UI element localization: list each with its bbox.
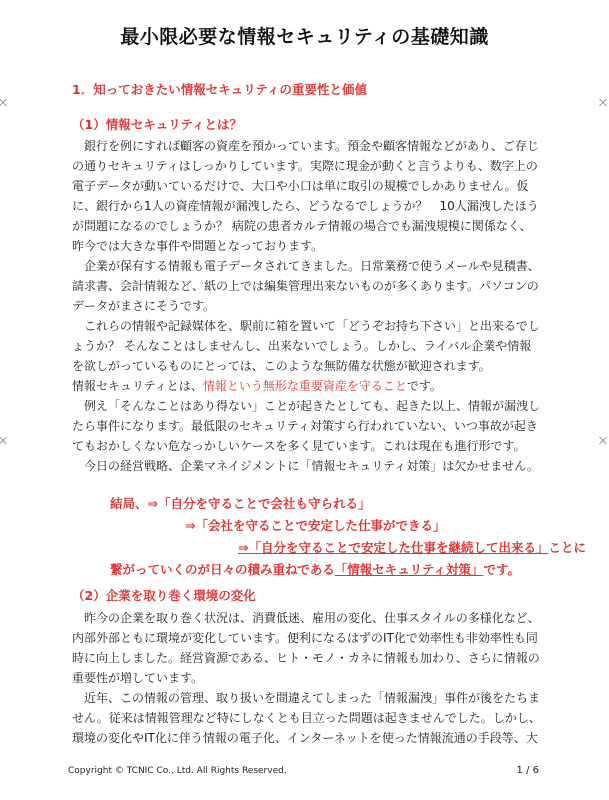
paragraph: 昨今の企業を取り巻く状況は、消費低迷、雇用の変化、仕事スタイルの多様化など、内部外部ともに環境が変化しています。便利になるはずのIT化で効率性も非効率性も同時に向上しました。経営資源である、ヒト・モノ・カネに情報も加わり、さらに情報の重要性が増しています。 bbox=[72, 611, 540, 685]
subsection-heading: （1）情報セキュリティとは？ bbox=[72, 117, 242, 132]
underlined-text: 「情報セキュリティ対策」 bbox=[334, 562, 484, 577]
highlight-text: 情報という無形な重要資産を守ること bbox=[202, 379, 407, 393]
paragraph: 例え「そんなことはあり得ない」ことが起きたとしても、起きた以上、情報が漏洩したら事件になります。最低限のセキュリティ対策すら行われていない、いつ事故が起きてもおかしくない危なっかしいケースを多く見ています。これは現在も進行形です。 bbox=[72, 399, 541, 453]
paragraph: 今日の経営戦略、企業マネイジメントに「情報セキュリティ対策」は欠かせません。 bbox=[72, 459, 539, 473]
paragraph bbox=[72, 376, 542, 396]
conclusion-line bbox=[238, 538, 586, 556]
watermark-mark bbox=[598, 436, 608, 446]
paragraph-text: です。 bbox=[406, 379, 442, 393]
watermark-mark bbox=[598, 98, 608, 108]
conclusion-text: です。 bbox=[483, 562, 520, 577]
paragraph: 銀行を例にすれば顧客の資産を預かっています。預金や顧客情報などがあり、ご存じの通りセキュリティはしっかりしています。実際に現金が動くと言うよりも、数字上の電子データが動いているだけで、大口や小口は単に取引の規模でしかありません。仮に、銀行から1人の資産情報が漏洩したら、どうなるでしょうか？ 10人漏洩したほうが問題になるのでしょうか？ 病院の患者カルテ情報の場合でも漏洩規模に関係なく、昨今では大きな事件や問題となっております。 bbox=[72, 139, 540, 253]
conclusion-line: ⇒「会社を守ることで安定した仕事ができる」 bbox=[185, 518, 446, 533]
page-number: 1 / 6 bbox=[516, 765, 539, 776]
paragraph: 企業が保有する情報も電子データされてきました。日常業務で使うメールや見積書、請求書、会計情報など、紙の上では編集管理出来ないものが多くあります。パソコンのデータがまさにそうです。 bbox=[72, 259, 540, 313]
section-heading: 1．知っておきたい情報セキュリティの重要性と価値 bbox=[72, 82, 367, 97]
watermark-mark bbox=[0, 98, 8, 108]
conclusion-text: ことに bbox=[548, 540, 586, 555]
watermark-mark bbox=[0, 436, 8, 446]
underlined-text: ⇒「自分を守ることで安定した仕事を継続して出来る」 bbox=[238, 540, 549, 555]
paragraph: これらの情報や記録媒体を、駅前に箱を置いて「どうぞお持ち下さい」と出来るでしょうか？ そんなことはしませんし、出来ないでしょう。しかし、ライバル企業や情報を欲しがっているものにとっては、このような無防備な状態が歓迎されます。 bbox=[72, 319, 540, 373]
subsection-heading: （2）企業を取り巻く環境の変化 bbox=[72, 588, 256, 603]
conclusion-line bbox=[110, 560, 520, 578]
footer-copyright: Copyright © TCNIC Co., Ltd. All Rights Reserved. bbox=[68, 766, 287, 776]
paragraph: 近年、この情報の管理、取り扱いを間違えてしまった「情報漏洩」事件が後をたちません。従来は情報管理など特にしなくとも目立った問題は起きませんでした。しかし、環境の変化やIT化に伴う情報の電子化、インターネットを使った情報流通の手段等、大 bbox=[72, 691, 541, 745]
page-title: 最小限必要な情報セキュリティの基礎知識 bbox=[120, 26, 489, 48]
conclusion-text: 繋がっていくのが日々の積み重ねである bbox=[110, 562, 335, 577]
paragraph-text: 情報セキュリティとは、 bbox=[72, 379, 203, 393]
conclusion-line: 結局、⇒「自分を守ることで会社も守られる」 bbox=[110, 496, 371, 511]
